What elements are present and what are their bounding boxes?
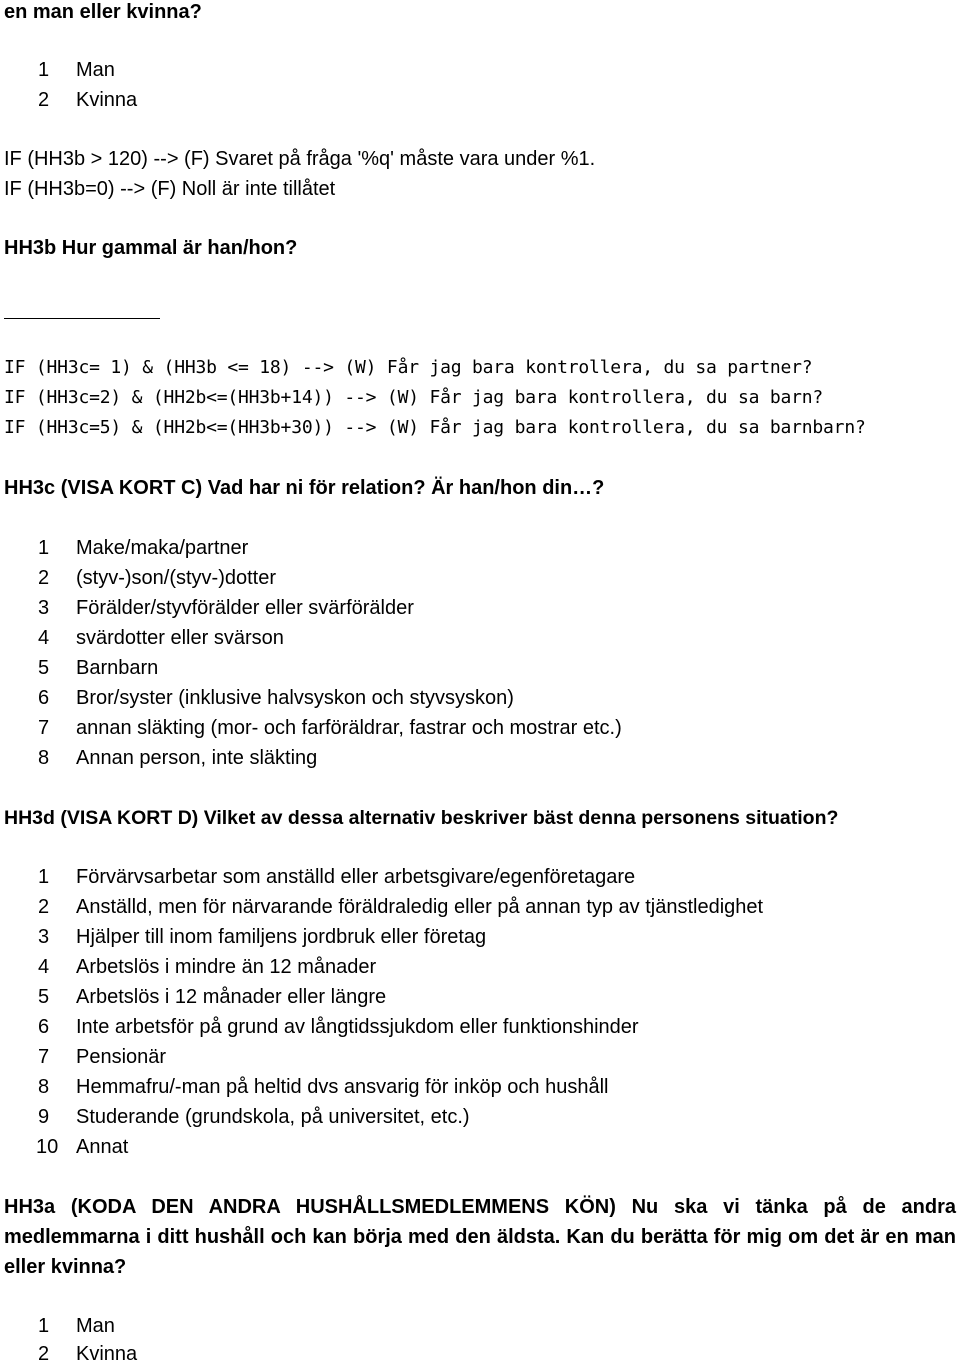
situation-option (38, 985, 387, 1009)
option-number: 2 (38, 89, 50, 111)
option-label: Förälder/styvförälder eller svärförälder (76, 597, 414, 619)
option-label: Annan person, inte släkting (76, 747, 318, 769)
situation-option (38, 1045, 167, 1069)
question-hh3a: HH3a (KODA DEN ANDRA HUSHÅLLSMEDLEMMENS KÖN) Nu ska vi tänka på de andra medlemmarna i ditt hushåll och kan börja med den äldsta. Kan du berätta för mig om det är en man eller kvinna? (4, 1196, 956, 1278)
situation-option (38, 1015, 639, 1039)
option-label: Inte arbetsför på grund av långtidssjukdom eller funktionshinder (76, 1016, 639, 1038)
relation-option (38, 536, 249, 560)
option-number: 10 (36, 1136, 59, 1158)
option-label: Hemmafru/-man på heltid dvs ansvarig för inköp och hushåll (76, 1076, 609, 1098)
option-number: 6 (38, 687, 50, 709)
option-number: 5 (38, 986, 50, 1008)
option-label: Man (76, 59, 115, 81)
answer-line (4, 318, 160, 319)
option-label: Kvinna (76, 1343, 138, 1365)
option-label: Man (76, 1315, 115, 1337)
option-number: 4 (38, 627, 50, 649)
option-number: 2 (38, 1343, 50, 1365)
option-label: Arbetslös i mindre än 12 månader (76, 956, 377, 978)
validation-rule: IF (HH3b=0) --> (F) Noll är inte tillåtet (4, 178, 336, 200)
option-label: Anställd, men för närvarande föräldraledig eller på annan typ av tjänstledighet (76, 896, 764, 918)
option-label: Hjälper till inom familjens jordbruk eller företag (76, 926, 487, 948)
option-label: (styv-)son/(styv-)dotter (76, 567, 277, 589)
option-label: Annat (76, 1136, 129, 1158)
validation-rule: IF (HH3c= 1) & (HH3b <= 18) --> (W) Får jag bara kontrollera, du sa partner? (4, 357, 813, 378)
gender-option (38, 58, 115, 82)
option-label: svärdotter eller svärson (76, 627, 284, 649)
relation-option (38, 626, 284, 650)
option-label: Bror/syster (inklusive halvsyskon och styvsyskon) (76, 687, 514, 709)
option-number: 6 (38, 1016, 50, 1038)
relation-option (38, 716, 622, 740)
situation-option (38, 925, 487, 949)
relation-option (38, 656, 159, 680)
option-label: annan släkting (mor- och farföräldrar, fastrar och mostrar etc.) (76, 717, 622, 739)
option-number: 4 (38, 956, 50, 978)
situation-option (38, 895, 764, 919)
relation-option (38, 596, 414, 620)
option-number: 1 (38, 537, 50, 559)
question-hh3b: HH3b Hur gammal är han/hon? (4, 237, 298, 259)
option-number: 1 (38, 866, 50, 888)
relation-option (38, 746, 318, 770)
option-number: 2 (38, 567, 50, 589)
relation-option (38, 566, 277, 590)
option-number: 3 (38, 926, 50, 948)
option-number: 9 (38, 1106, 50, 1128)
relation-option (38, 686, 514, 710)
option-number: 7 (38, 717, 50, 739)
question-hh3c: HH3c (VISA KORT C) Vad har ni för relation? Är han/hon din…? (4, 477, 605, 499)
situation-option (38, 955, 377, 979)
option-number: 2 (38, 896, 50, 918)
option-label: Pensionär (76, 1046, 167, 1068)
gender-option (38, 88, 138, 112)
option-number: 5 (38, 657, 50, 679)
option-number: 1 (38, 1315, 50, 1337)
option-label: Kvinna (76, 89, 138, 111)
validation-rule: IF (HH3b > 120) --> (F) Svaret på fråga '%q' måste vara under %1. (4, 148, 596, 170)
option-label: Make/maka/partner (76, 537, 249, 559)
question-hh3d: HH3d (VISA KORT D) Vilket av dessa alternativ beskriver bäst denna personens situation? (4, 807, 839, 829)
option-number: 1 (38, 59, 50, 81)
situation-option (38, 1105, 470, 1129)
option-label: Arbetslös i 12 månader eller längre (76, 986, 387, 1008)
gender-option (38, 1342, 138, 1366)
question-tail: en man eller kvinna? (4, 1, 202, 23)
validation-rule: IF (HH3c=2) & (HH2b<=(HH3b+14)) --> (W) Får jag bara kontrollera, du sa barn? (4, 387, 824, 408)
validation-rule: IF (HH3c=5) & (HH2b<=(HH3b+30)) --> (W) Får jag bara kontrollera, du sa barnbarn? (4, 417, 866, 438)
option-number: 8 (38, 747, 50, 769)
gender-option (38, 1314, 115, 1338)
option-label: Barnbarn (76, 657, 159, 679)
option-label: Förvärvsarbetar som anställd eller arbetsgivare/egenföretagare (76, 866, 636, 888)
option-label: Studerande (grundskola, på universitet, etc.) (76, 1106, 470, 1128)
option-number: 8 (38, 1076, 50, 1098)
option-number: 3 (38, 597, 50, 619)
option-number: 7 (38, 1046, 50, 1068)
situation-option (38, 1075, 609, 1099)
situation-option (38, 865, 636, 889)
